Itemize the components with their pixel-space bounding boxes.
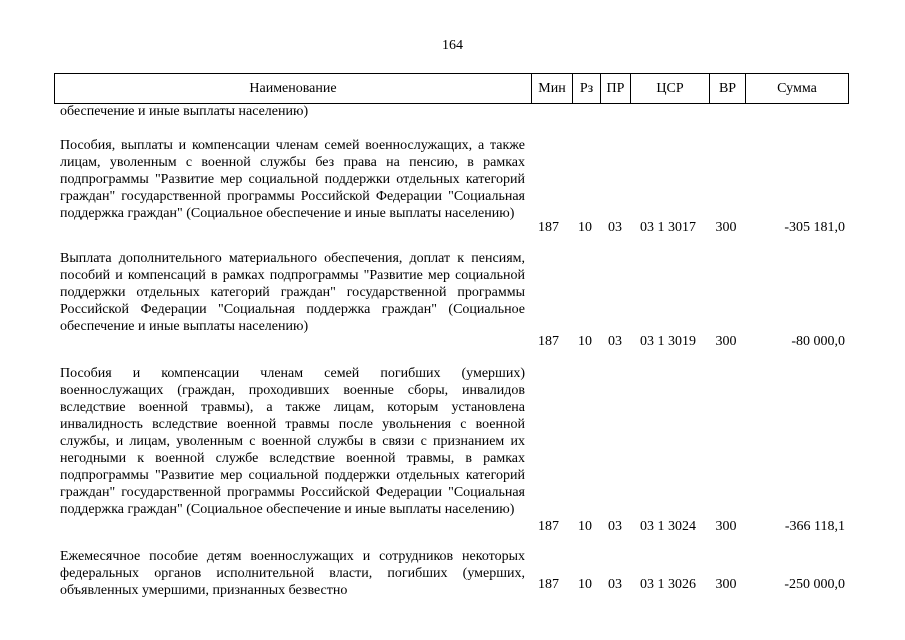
header-min: Мин (531, 74, 572, 103)
row-name: Пособия, выплаты и компенсации членам семей военнослужащих, а также лицам, уволенным с военной службы без права на пенсию, в рамках подпрограммы "Развитие мер социальной поддержки отдельных категорий граждан" государственной программы Российской Федерации "Социальная поддержка граждан" (Социальное обеспечение и иные выплаты населению) (60, 138, 525, 221)
row-vr: 300 (715, 519, 737, 534)
row-csr: 03 1 3024 (640, 519, 696, 534)
header-pr: ПР (600, 74, 630, 103)
row-name: Выплата дополнительного материального обеспечения, доплат к пенсиям, пособий и компенсаций в рамках подпрограммы "Развитие мер социальной поддержки отдельных категорий граждан" государственной программы Российской Федерации "Социальная поддержка граждан" (Социальное обеспечение и иные выплаты населению) (60, 251, 525, 334)
header-sum: Сумма (745, 74, 848, 103)
row-vr: 300 (715, 577, 737, 592)
row-csr: 03 1 3017 (640, 220, 696, 235)
row-pr: 03 (608, 519, 622, 534)
row-rz: 10 (578, 334, 592, 349)
header-csr: ЦСР (630, 74, 709, 103)
row-rz: 10 (578, 220, 592, 235)
row-sum: -80 000,0 (791, 334, 845, 349)
continuation-text: обеспечение и иные выплаты населению) (60, 104, 309, 119)
row-min: 187 (538, 334, 559, 349)
row-min: 187 (538, 220, 559, 235)
row-name: Ежемесячное пособие детям военнослужащих и сотрудников некоторых федеральных органов исполнительной власти, погибших (умерших, объявленных умершими, признанных безвестно (60, 549, 525, 598)
header-name: Наименование (249, 81, 337, 96)
header-vr: ВР (709, 74, 745, 103)
header-rz: Рз (572, 74, 600, 103)
row-sum: -366 118,1 (784, 519, 845, 534)
row-rz: 10 (578, 577, 592, 592)
page-number: 164 (442, 38, 463, 53)
row-pr: 03 (608, 220, 622, 235)
table-header (54, 73, 849, 104)
row-min: 187 (538, 519, 559, 534)
row-csr: 03 1 3019 (640, 334, 696, 349)
row-rz: 10 (578, 519, 592, 534)
row-pr: 03 (608, 334, 622, 349)
row-vr: 300 (715, 220, 737, 235)
row-vr: 300 (715, 334, 737, 349)
row-pr: 03 (608, 577, 622, 592)
row-sum: -305 181,0 (784, 220, 845, 235)
row-csr: 03 1 3026 (640, 577, 696, 592)
row-min: 187 (538, 577, 559, 592)
row-name: Пособия и компенсации членам семей погибших (умерших) военнослужащих (граждан, проходивших военные сборы, инвалидов вследствие военной травмы), а также лицам, которым установлена инвалидность вследствие военной травмы после увольнения с военной службы, и лицам, уволенным с военной службы в связи с признанием их негодными к военной службе вследствие военной травмы, в рамках подпрограммы "Развитие мер социальной поддержки отдельных категорий граждан" государственной программы Российской Федерации "Социальная поддержка граждан" (Социальное обеспечение и иные выплаты населению) (60, 366, 525, 517)
row-sum: -250 000,0 (784, 577, 845, 592)
